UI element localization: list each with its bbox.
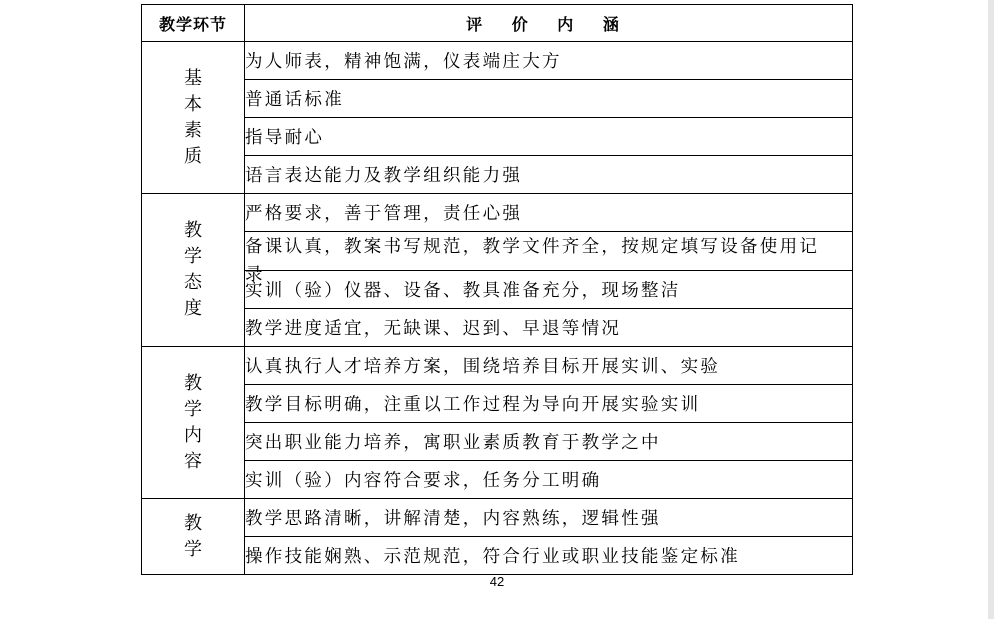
section-label-char: 基 (184, 67, 202, 89)
header-teaching-stage: 教学环节 (142, 5, 245, 42)
section-label-char: 本 (184, 93, 202, 115)
criterion-cell: 严格要求，善于管理，责任心强 (245, 194, 853, 232)
table-row (142, 499, 853, 537)
evaluation-table (141, 4, 853, 575)
criterion-cell: 突出职业能力培养，寓职业素质教育于教学之中 (245, 423, 853, 461)
section-label-char: 度 (184, 298, 202, 319)
table-row (142, 423, 853, 461)
section-label-basic-quality (142, 42, 245, 194)
table-row (142, 461, 853, 499)
section-label-char: 内 (184, 424, 202, 446)
criterion-cell: 为人师表，精神饱满，仪表端庄大方 (245, 42, 853, 80)
section-label-char: 学 (184, 246, 202, 267)
section-label-char: 容 (184, 450, 202, 472)
criterion-cell: 实训（验）内容符合要求，任务分工明确 (245, 461, 853, 499)
table-header-row (142, 5, 853, 42)
section-label-char: 学 (184, 539, 202, 560)
criterion-cell: 教学进度适宜，无缺课、迟到、早退等情况 (245, 309, 853, 347)
section-label-teaching (142, 499, 245, 575)
viewer-edge (988, 0, 994, 619)
table-row (142, 42, 853, 80)
criterion-cell: 操作技能娴熟、示范规范，符合行业或职业技能鉴定标准 (245, 537, 853, 575)
criterion-text: 备课认真，教案书写规范，教学文件齐全，按规定填写设备使用记录 (245, 237, 820, 285)
section-label-char: 教 (184, 220, 202, 241)
table-row (142, 385, 853, 423)
criterion-cell: 指导耐心 (245, 118, 853, 156)
table-row (142, 118, 853, 156)
criterion-cell: 教学思路清晰，讲解清楚，内容熟练，逻辑性强 (245, 499, 853, 537)
criterion-cell: 教学目标明确，注重以工作过程为导向开展实验实训 (245, 385, 853, 423)
table-row (142, 537, 853, 575)
criterion-cell: 普通话标准 (245, 80, 853, 118)
section-label-teaching-attitude (142, 194, 245, 347)
table-row (142, 271, 853, 309)
section-label-char: 教 (184, 372, 202, 394)
section-label-teaching-content (142, 347, 245, 499)
section-label-char: 素 (184, 119, 202, 141)
table-row (142, 232, 853, 271)
table-row (142, 156, 853, 194)
criterion-cell: 认真执行人才培养方案，围绕培养目标开展实训、实验 (245, 347, 853, 385)
criterion-cell: 语言表达能力及教学组织能力强 (245, 156, 853, 194)
table-row (142, 194, 853, 232)
table-row (142, 309, 853, 347)
header-evaluation-content: 评 价 内 涵 (245, 5, 853, 42)
section-label-char: 态 (184, 272, 202, 293)
table-row (142, 80, 853, 118)
page-number: 42 (489, 574, 505, 589)
criterion-cell (245, 232, 853, 285)
table-row (142, 347, 853, 385)
section-label-char: 学 (184, 398, 202, 420)
section-label-char: 教 (184, 513, 202, 534)
section-label-char: 质 (184, 145, 202, 167)
criterion-cell: 实训（验）仪器、设备、教具准备充分，现场整洁 (245, 271, 853, 309)
